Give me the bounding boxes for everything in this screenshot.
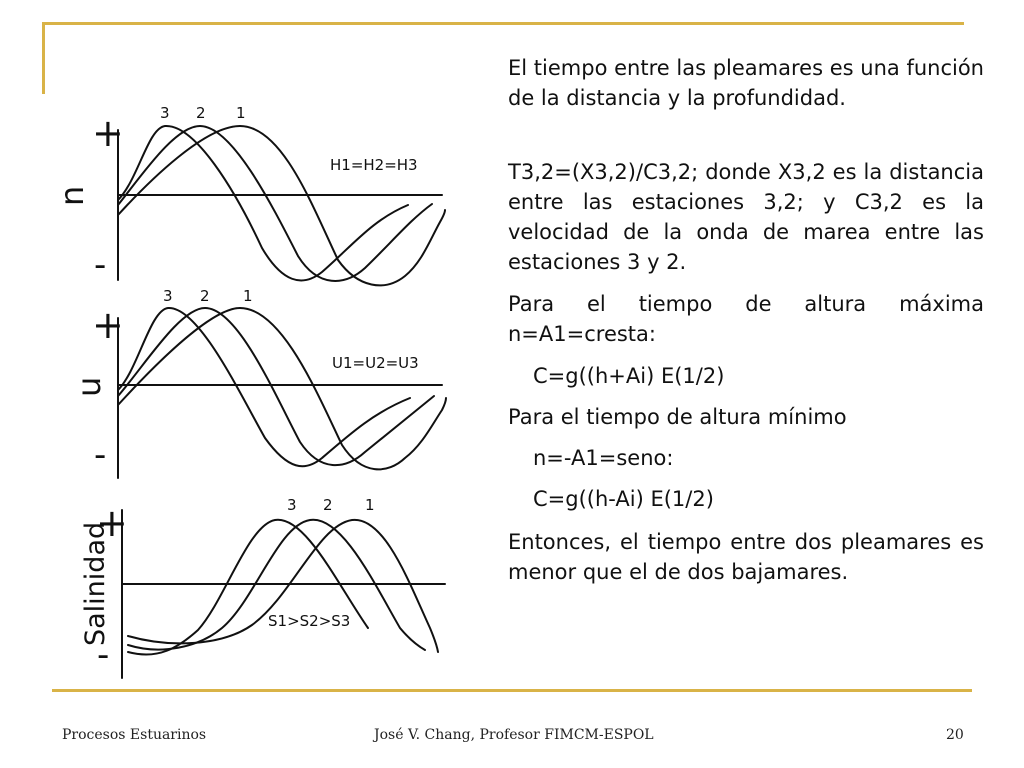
salinity-plus-sign: + <box>96 501 128 545</box>
paragraph-celerity-definition: T3,2=(X3,2)/C3,2; donde X3,2 es la distancia entre las estaciones 3,2; y C3,2 es la velocidad de la onda de marea entre las estaciones 3 y 2. <box>508 160 984 274</box>
salinity-minus-sign: - <box>97 635 110 675</box>
footer-author: José V. Chang, Profesor FIMCM-ESPOL <box>374 727 654 743</box>
paragraph-conclusion: Entonces, el tiempo entre dos pleamares es menor que el de dos bajamares. <box>508 530 984 584</box>
velocity-panel <box>118 308 446 478</box>
salinity-curve-3 <box>128 520 368 655</box>
velocity-curve-2 <box>118 308 434 465</box>
salinity-relation-label: S1>S2>S3 <box>268 612 351 630</box>
velocity-order-1: 1 <box>243 287 253 305</box>
elevation-panel <box>118 126 445 285</box>
elevation-relation-label: H1=H2=H3 <box>330 156 418 174</box>
velocity-curve-3 <box>118 308 410 466</box>
velocity-order-3: 3 <box>163 287 173 305</box>
footer-course-title: Procesos Estuarinos <box>62 727 207 743</box>
equation-crest-speed: C=g((h+Ai) E(1/2) <box>533 364 725 388</box>
footer-page-number: 20 <box>946 727 964 743</box>
paragraph-min-height: Para el tiempo de altura mínimo <box>508 405 847 429</box>
salinity-order-3: 3 <box>287 496 297 514</box>
elevation-order-3: 3 <box>160 104 170 122</box>
velocity-curve-1 <box>118 308 446 469</box>
elevation-plus-sign: + <box>92 111 124 155</box>
elevation-curve-3 <box>118 126 408 281</box>
wave-diagram <box>0 0 470 700</box>
elevation-minus-sign: - <box>94 245 107 285</box>
elevation-curve-2 <box>118 126 432 281</box>
elevation-order-1: 1 <box>236 104 246 122</box>
velocity-plus-sign: + <box>92 303 124 347</box>
equation-trough-condition: n=-A1=seno: <box>533 446 674 470</box>
velocity-variable-label: u <box>70 376 108 397</box>
elevation-variable-label: n <box>53 185 91 206</box>
paragraph-max-height: Para el tiempo de altura máxima n=A1=cresta: <box>508 292 984 346</box>
salinity-order-2: 2 <box>323 496 333 514</box>
elevation-order-2: 2 <box>196 104 206 122</box>
salinity-panel <box>122 510 445 678</box>
salinity-variable-label: Salinidad <box>80 521 111 646</box>
equation-trough-speed: C=g((h-Ai) E(1/2) <box>533 487 714 511</box>
velocity-relation-label: U1=U2=U3 <box>332 354 419 372</box>
salinity-order-1: 1 <box>365 496 375 514</box>
paragraph-tidal-interval: El tiempo entre las pleamares es una función de la distancia y la profundidad. <box>508 56 984 110</box>
elevation-curve-1 <box>118 126 445 285</box>
velocity-minus-sign: - <box>94 435 107 475</box>
velocity-order-2: 2 <box>200 287 210 305</box>
